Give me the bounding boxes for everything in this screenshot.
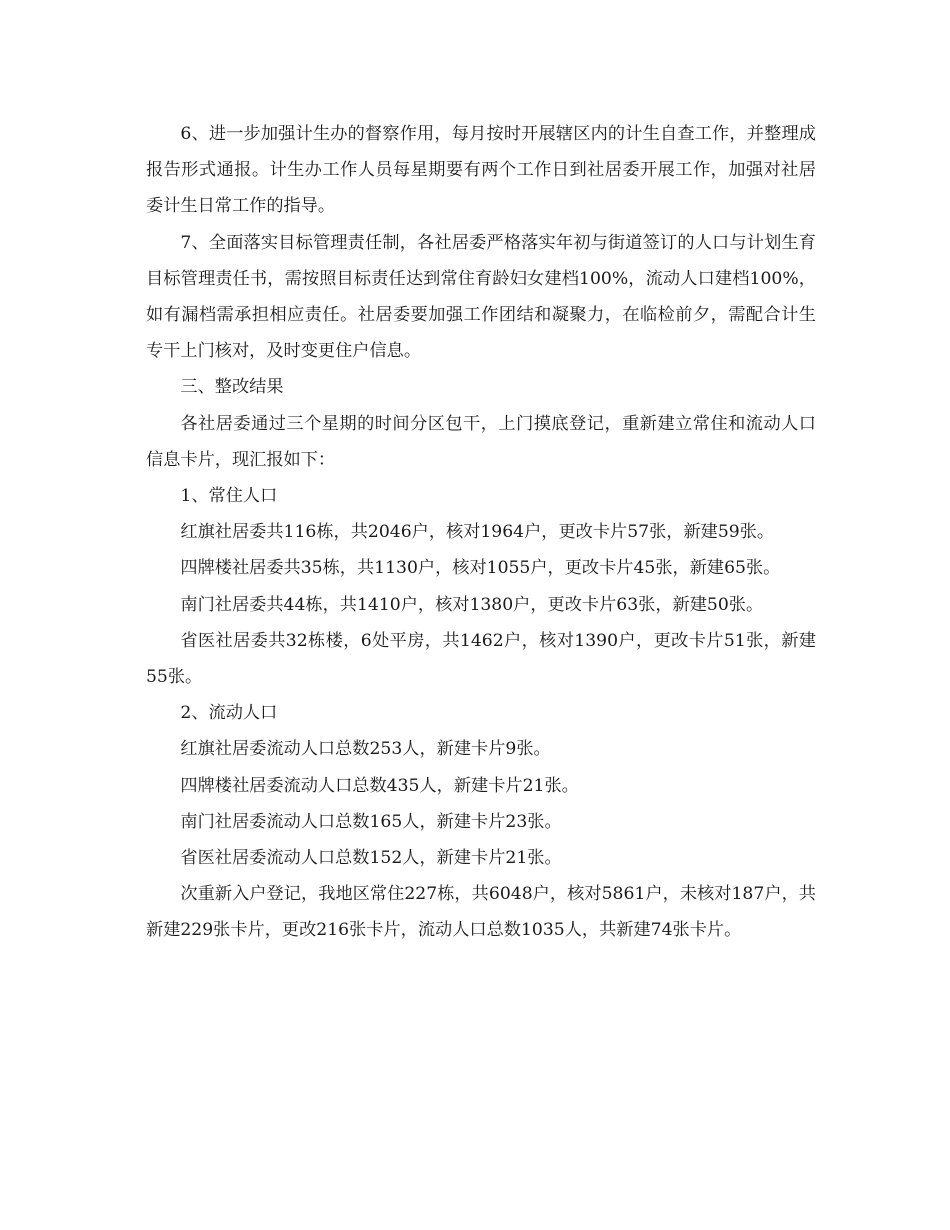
paragraph-shengyi-floating: 省医社居委流动人口总数152人，新建卡片21张。 xyxy=(180,848,562,869)
paragraph-shengyi-resident: 省医社居委共32栋楼，6处平房，共1462户，核对1390户，更改卡片51张，新建55张。 xyxy=(146,630,816,688)
paragraph-summary: 次重新入户登记，我地区常住227栋，共6048户，核对5861户，未核对187户，共新建229张卡片，更改216张卡片，流动人口总数1035人，共新建74张卡片。 xyxy=(146,884,816,941)
paragraph-results-intro: 各社居委通过三个星期的时间分区包干，上门摸底登记，重新建立常住和流动人口信息卡片，现汇报如下： xyxy=(146,413,816,470)
paragraph-nanmen-floating: 南门社居委流动人口总数165人，新建卡片23张。 xyxy=(180,811,562,832)
paragraph-item-7: 7、全面落实目标管理责任制，各社居委严格落实年初与街道签订的人口与计划生育目标管理责任书，需按照目标责任达到常住育龄妇女建档100%，流动人口建档100%，如有漏档需承担相应责任。社居委要加强工作团结和凝聚力，在临检前夕，需配合计生专干上门核对，及时变更住户信息。 xyxy=(146,232,816,362)
subheading-resident-population: 1、常住人口 xyxy=(180,486,278,507)
paragraph-nanmen-resident: 南门社居委共44栋，共1410户，核对1380户，更改卡片63张，新建50张。 xyxy=(180,594,764,615)
section-heading-results: 三、整改结果 xyxy=(180,377,284,398)
paragraph-sipailou-resident: 四牌楼社居委共35栋，共1130户，核对1055户，更改卡片45张，新建65张。 xyxy=(180,558,781,579)
paragraph-hongqi-resident: 红旗社居委共116栋，共2046户，核对1964户，更改卡片57张，新建59张。 xyxy=(180,522,775,543)
paragraph-sipailou-floating: 四牌楼社居委流动人口总数435人，新建卡片21张。 xyxy=(180,775,579,796)
paragraph-hongqi-floating: 红旗社居委流动人口总数253人，新建卡片9张。 xyxy=(180,739,551,760)
paragraph-item-6: 6、进一步加强计生办的督察作用，每月按时开展辖区内的计生自查工作，并整理成报告形式通报。计生办工作人员每星期要有两个工作日到社居委开展工作，加强对社居委计生日常工作的指导。 xyxy=(146,124,816,217)
subheading-floating-population: 2、流动人口 xyxy=(180,703,278,724)
document-body xyxy=(146,116,816,949)
